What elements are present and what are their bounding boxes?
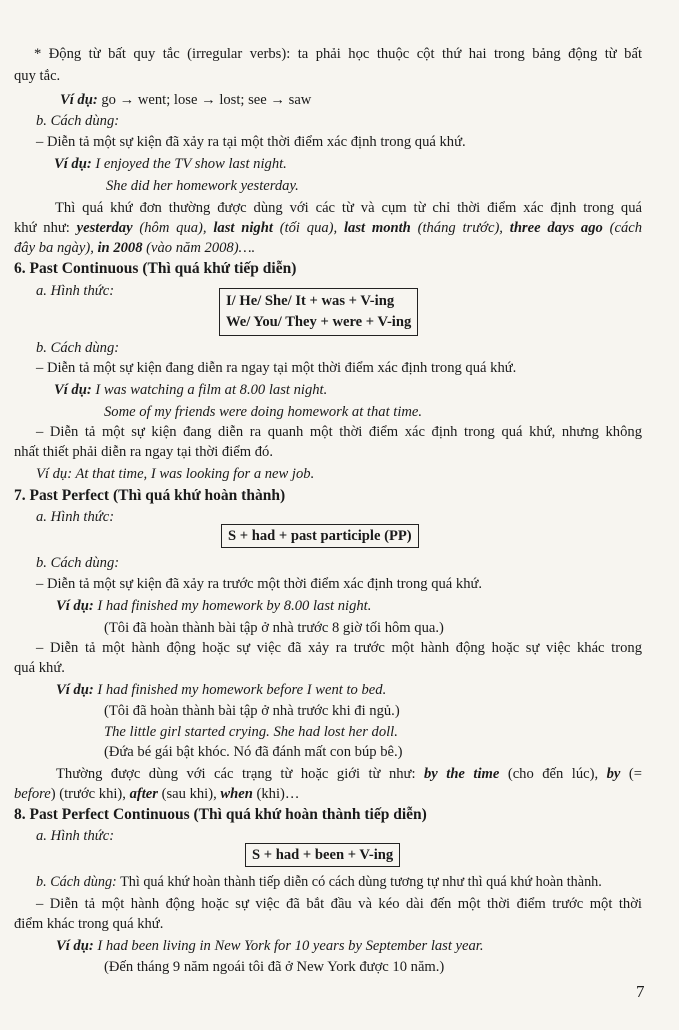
example-line: Ví dụ: I had been living in New York for 10 years by September last year.	[56, 938, 484, 954]
subheading: b. Cách dùng:	[36, 113, 120, 129]
body-line: – Diễn tả một hành động hoặc sự việc đã xảy ra trước một hành động hoặc sự việc khác trong	[36, 640, 642, 656]
example-line: Ví dụ: I had finished my homework before I went to bed.	[56, 682, 387, 698]
body-line: quy tắc.	[14, 68, 61, 84]
translation-line: (Đứa bé gái bật khóc. Nó đã đánh mất con búp bê.)	[104, 744, 403, 760]
example-line: Ví dụ: I enjoyed the TV show last night.	[54, 156, 287, 172]
body-line: nhất thiết phải diễn ra ngay tại thời điểm đó.	[14, 444, 273, 460]
body-line: – Diễn tả một sự kiện đang diễn ra quanh một thời điểm xác định trong quá khứ, nhưng không	[36, 424, 642, 440]
body-line: Thì quá khứ đơn thường được dùng với các từ và cụm từ chỉ thời điểm xác định trong quá	[55, 200, 642, 216]
body-line: b. Cách dùng: Thì quá khứ hoàn thành tiếp diễn có cách dùng tương tự như thì quá khứ hoàn thành.	[36, 874, 602, 890]
section-heading: 8. Past Perfect Continuous (Thì quá khứ hoàn thành tiếp diễn)	[14, 806, 427, 823]
example-line: She did her homework yesterday.	[106, 178, 299, 194]
body-line: điểm khác trong quá khứ.	[14, 916, 164, 932]
section-heading: 7. Past Perfect (Thì quá khứ hoàn thành)	[14, 487, 286, 504]
translation-line: (Tôi đã hoàn thành bài tập ở nhà trước khi đi ngủ.)	[104, 703, 400, 719]
section-heading: 6. Past Continuous (Thì quá khứ tiếp diễn)	[14, 260, 297, 277]
body-line: quá khứ.	[14, 660, 65, 676]
formula-box	[219, 288, 418, 336]
subheading: b. Cách dùng:	[36, 340, 120, 356]
formula-line: I/ He/ She/ It + was + V-ing	[226, 293, 395, 309]
page-number: 7	[636, 982, 645, 1001]
subheading: a. Hình thức:	[36, 828, 115, 844]
body-line: before) (trước khi), after (sau khi), when (khi)…	[14, 786, 300, 802]
body-line: – Diễn tả một sự kiện đã xảy ra trước một thời điểm xác định trong quá khứ.	[36, 576, 483, 592]
body-line: – Diễn tả một sự kiện đã xảy ra tại một thời điểm xác định trong quá khứ.	[36, 134, 466, 150]
example-line: Ví dụ: I had finished my homework by 8.00 last night.	[56, 598, 372, 614]
body-line: – Diễn tả một sự kiện đang diễn ra ngay tại một thời điểm xác định trong quá khứ.	[36, 360, 517, 376]
body-line: * Động từ bất quy tắc (irregular verbs): ta phải học thuộc cột thứ hai trong bảng động từ bất	[34, 46, 642, 62]
example-line: The little girl started crying. She had lost her doll.	[104, 724, 398, 740]
subheading: a. Hình thức:	[36, 283, 115, 299]
body-line: – Diễn tả một hành động hoặc sự việc đã bắt đầu và kéo dài đến một thời điểm trước một thời	[36, 896, 642, 912]
example-line: Ví dụ: At that time, I was looking for a new job.	[36, 466, 315, 482]
example-line: Ví dụ: I was watching a film at 8.00 last night.	[54, 382, 328, 398]
formula-box: S + had + past participle (PP)	[221, 524, 419, 548]
translation-line: (Đến tháng 9 năm ngoái tôi đã ở New York được 10 năm.)	[104, 959, 445, 975]
example-line: Some of my friends were doing homework at that time.	[104, 404, 423, 420]
translation-line: (Tôi đã hoàn thành bài tập ở nhà trước 8 giờ tối hôm qua.)	[104, 620, 444, 636]
body-line: Thường được dùng với các trạng từ hoặc giới từ như: by the time (cho đến lúc), by (=	[56, 766, 642, 782]
subheading: a. Hình thức:	[36, 509, 115, 525]
example-line: Ví dụ: go → went; lose → lost; see → saw	[60, 92, 312, 108]
body-line: đây ba ngày), in 2008 (vào năm 2008)….	[14, 240, 256, 256]
formula-line: We/ You/ They + were + V-ing	[226, 314, 412, 330]
formula-box: S + had + been + V-ing	[245, 843, 400, 867]
subheading: b. Cách dùng:	[36, 555, 120, 571]
body-line: khứ như: yesterday (hôm qua), last night (tối qua), last month (tháng trước), three days ago (cách	[14, 220, 643, 236]
